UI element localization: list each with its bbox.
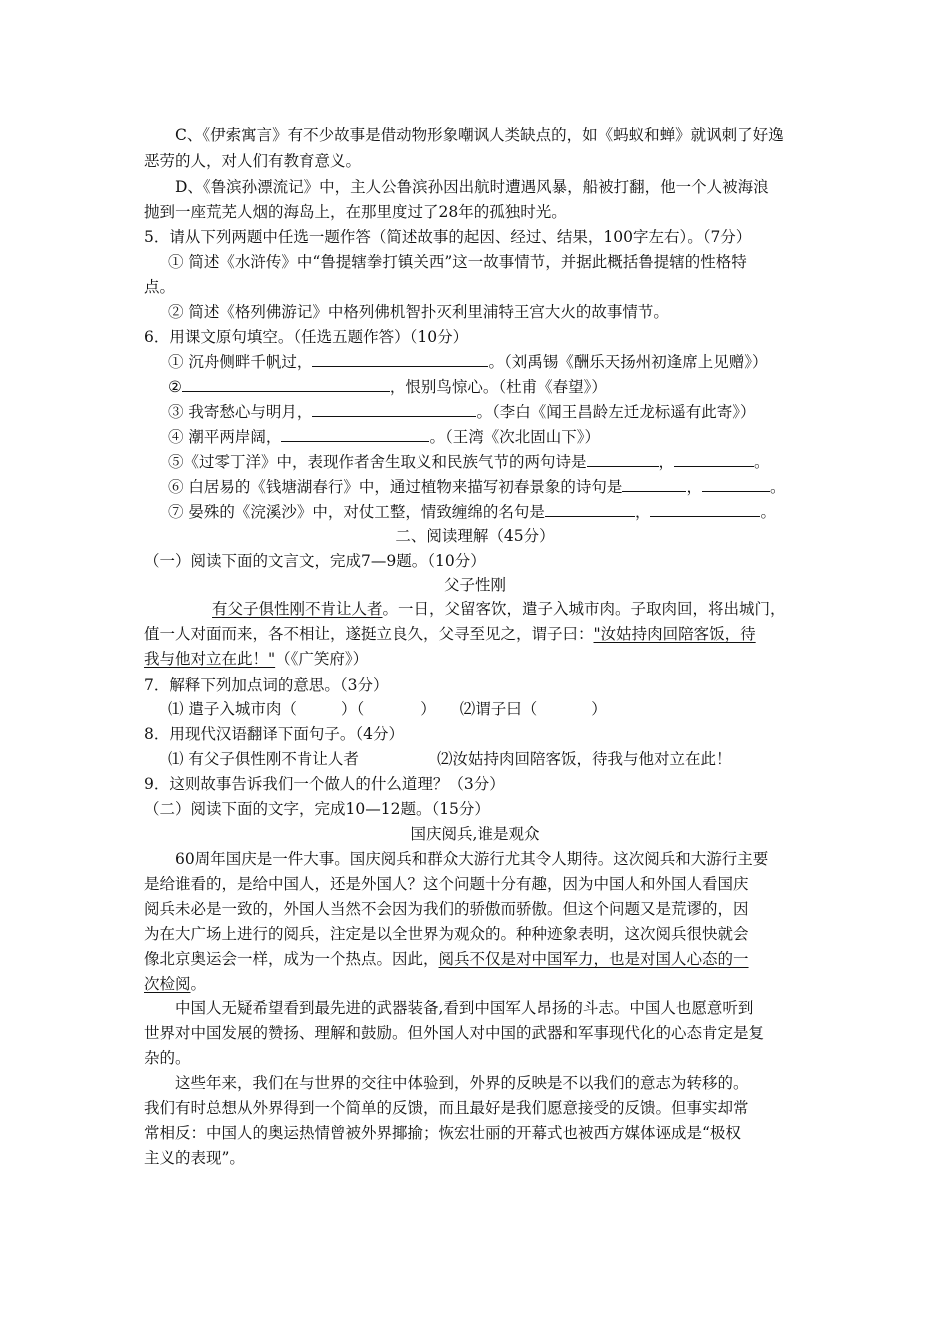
- part-1-instruction: （一）阅读下面的文言文，完成7—9题。（10分）: [144, 552, 486, 570]
- underlined-sentence-2-cont: 我与他对立在此！": [144, 650, 276, 668]
- question-5-option-2: ② 简述《格列佛游记》中格列佛机智扑灭利里浦特王宫大火的故事情节。: [168, 303, 669, 321]
- item-4-suffix: 。（王湾《次北固山下》）: [429, 428, 600, 446]
- passage-2-para-1-line-2: 是给谁看的，是给中国人，还是外国人？这个问题十分有趣，因为中国人和外国人看国庆: [144, 875, 749, 893]
- answer-blank[interactable]: [622, 475, 686, 492]
- question-5: 5．请从下列两题中任选一题作答（简述故事的起因、经过、结果，100字左右）。（7分）: [144, 228, 752, 246]
- question-6-item-6: [168, 475, 785, 500]
- q7-item-1: ⑴ 遣子入城市肉（: [168, 700, 297, 718]
- q8-item-2: ⑵汝姑持肉回陪客饭，待我与他对立在此！: [436, 750, 732, 768]
- passage-1-title: 父子性刚: [443, 576, 506, 594]
- question-6-item-7: [168, 500, 776, 525]
- passage-1-line-2: [144, 622, 756, 647]
- option-d-line-2: 抛到一座荒芜人烟的海岛上，在那里度过了28年的孤独时光。: [144, 203, 567, 221]
- item-6-comma: ，: [686, 478, 702, 496]
- item-3-suffix: 。（李白《闻王昌龄左迁龙标遥有此寄》）: [476, 403, 756, 421]
- item-6-end: 。: [769, 478, 786, 496]
- underlined-key-sentence-cont: 次检阅: [144, 975, 191, 993]
- question-8-items: [168, 747, 731, 772]
- q7-item-2: ⑵谓子曰（: [459, 700, 538, 718]
- passage-2-title: 国庆阅兵,谁是观众: [410, 825, 540, 843]
- passage-2-para-1-line-6: [144, 972, 206, 997]
- passage-2-para-3-line-2: 我们有时总想从外界得到一个简单的反馈，而且最好是我们愿意接受的反馈。但事实却常: [144, 1099, 749, 1117]
- q7-item-1-mid: ）（: [340, 700, 365, 718]
- underlined-sentence-2: "汝姑持肉回陪客饭，待: [593, 625, 756, 643]
- passage-1-line-1-rest: 。一日，父留客饮，遣子入城市肉。子取肉回，将出城门，: [382, 600, 786, 618]
- question-6-item-5: [168, 450, 770, 475]
- passage-2-para-1-line-1: 60周年国庆是一件大事。国庆阅兵和群众大游行尤其令人期待。这次阅兵和大游行主要: [175, 850, 769, 868]
- item-2-prefix: ②: [168, 378, 182, 396]
- passage-1-line-2-start: 值一人对面而来，各不相让，遂挺立良久，父寻至见之，谓子曰：: [144, 625, 594, 643]
- answer-blank[interactable]: [650, 500, 760, 517]
- question-6-item-4: [168, 425, 600, 450]
- option-d-line-1: D、《鲁滨孙漂流记》中，主人公鲁滨孙因出航时遭遇风暴，船被打翻，他一个人被海浪: [175, 178, 769, 196]
- item-5-prefix: ⑤《过零丁洋》中，表现作者舍生取义和民族气节的两句诗是: [168, 453, 587, 471]
- passage-1-source: （《广笑府》）: [275, 650, 369, 668]
- underlined-sentence-1: 有父子俱性刚不肯让人者: [212, 600, 383, 618]
- q7-item-1-end: ）: [420, 700, 436, 718]
- answer-blank[interactable]: [674, 450, 754, 467]
- option-c-line-2: 恶劳的人，对人们有教育意义。: [144, 152, 362, 170]
- passage-2-para-3-line-4: 主义的表现”。: [144, 1149, 245, 1167]
- question-7: 7．解释下列加点词的意思。（3分）: [144, 676, 389, 694]
- question-6: 6．用课文原句填空。（任选五题作答）（10分）: [144, 328, 469, 346]
- item-2-suffix: ，恨别鸟惊心。（杜甫《春望》）: [389, 378, 607, 396]
- para-1-line-6-end: 。: [190, 975, 207, 993]
- question-6-item-3: [168, 400, 755, 425]
- question-5-option-1-line-2: 点。: [144, 278, 176, 296]
- item-7-prefix: ⑦ 晏殊的《浣溪沙》中，对仗工整，情致缠绵的名句是: [168, 503, 545, 521]
- passage-2-para-2-line-2: 世界对中国发展的赞扬、理解和鼓励。但外国人对中国的武器和军事现代化的心态肯定是复: [144, 1024, 765, 1042]
- underlined-key-sentence: 阅兵不仅是对中国军力，也是对国人心态的一: [438, 950, 749, 968]
- item-4-prefix: ④ 潮平两岸阔，: [168, 428, 282, 446]
- passage-2-para-2-line-3: 杂的。: [144, 1049, 191, 1067]
- answer-blank[interactable]: [545, 500, 635, 517]
- item-6-prefix: ⑥ 白居易的《钱塘湖春行》中，通过植物来描写初春景象的诗句是: [168, 478, 623, 496]
- answer-blank[interactable]: [587, 450, 659, 467]
- question-8: 8．用现代汉语翻译下面句子。（4分）: [144, 725, 404, 743]
- q8-item-1: ⑴ 有父子俱性刚不肯让人者: [168, 750, 359, 768]
- question-6-item-1: [168, 350, 767, 375]
- question-9: 9．这则故事告诉我们一个做人的什么道理？（3分）: [144, 775, 505, 793]
- item-1-suffix: 。（刘禹锡《酬乐天扬州初逢席上见赠》）: [488, 353, 768, 371]
- passage-2-para-3-line-3: 常相反：中国人的奥运热情曾被外界揶揄；恢宏壮丽的开幕式也被西方媒体诬成是“极权: [144, 1124, 741, 1142]
- part-2-instruction: （二）阅读下面的文字，完成10—12题。（15分）: [144, 800, 490, 818]
- passage-2-para-1-line-5: [144, 947, 749, 972]
- passage-1-line-1: [212, 597, 786, 622]
- passage-2-para-3-line-1: 这些年来，我们在与世界的交往中体验到，外界的反映是不以我们的意志为转移的。: [175, 1074, 749, 1092]
- question-6-item-2: [168, 375, 607, 400]
- question-5-option-1-line-1: ① 简述《水浒传》中“鲁提辖拳打镇关西”这一故事情节，并据此概括鲁提辖的性格特: [168, 253, 747, 271]
- section-2-heading: 二、阅读理解（45分）: [395, 527, 555, 545]
- item-5-comma: ，: [658, 453, 675, 471]
- answer-blank[interactable]: [281, 425, 429, 442]
- item-5-end: 。: [754, 453, 770, 471]
- q7-item-2-end: ）: [591, 700, 607, 718]
- item-7-end: 。: [760, 503, 776, 521]
- answer-blank[interactable]: [702, 475, 770, 492]
- para-1-line-5-start: 像北京奥运会一样，成为一个热点。因此，: [144, 950, 439, 968]
- passage-2-para-2-line-1: 中国人无疑希望看到最先进的武器装备,看到中国军人昂扬的斗志。中国人也愿意听到: [175, 999, 754, 1017]
- answer-blank[interactable]: [312, 400, 476, 417]
- passage-2-para-1-line-3: 阅兵未必是一致的，外国人当然不会因为我们的骄傲而骄傲。但这个问题又是荒谬的，因: [144, 900, 749, 918]
- answer-blank[interactable]: [182, 375, 390, 392]
- item-7-comma: ，: [634, 503, 651, 521]
- question-7-items: [168, 697, 607, 722]
- option-c-line-1: C、《伊索寓言》有不少故事是借动物形象嘲讽人类缺点的，如《蚂蚁和蝉》就讽刺了好逸: [175, 126, 784, 144]
- passage-2-para-1-line-4: 为在大广场上进行的阅兵，注定是以全世界为观众的。种种迹象表明，这次阅兵很快就会: [144, 925, 749, 943]
- item-1-prefix: ① 沉舟侧畔千帆过，: [168, 353, 313, 371]
- answer-blank[interactable]: [312, 350, 488, 367]
- item-3-prefix: ③ 我寄愁心与明月，: [168, 403, 313, 421]
- passage-1-line-3: [144, 647, 368, 672]
